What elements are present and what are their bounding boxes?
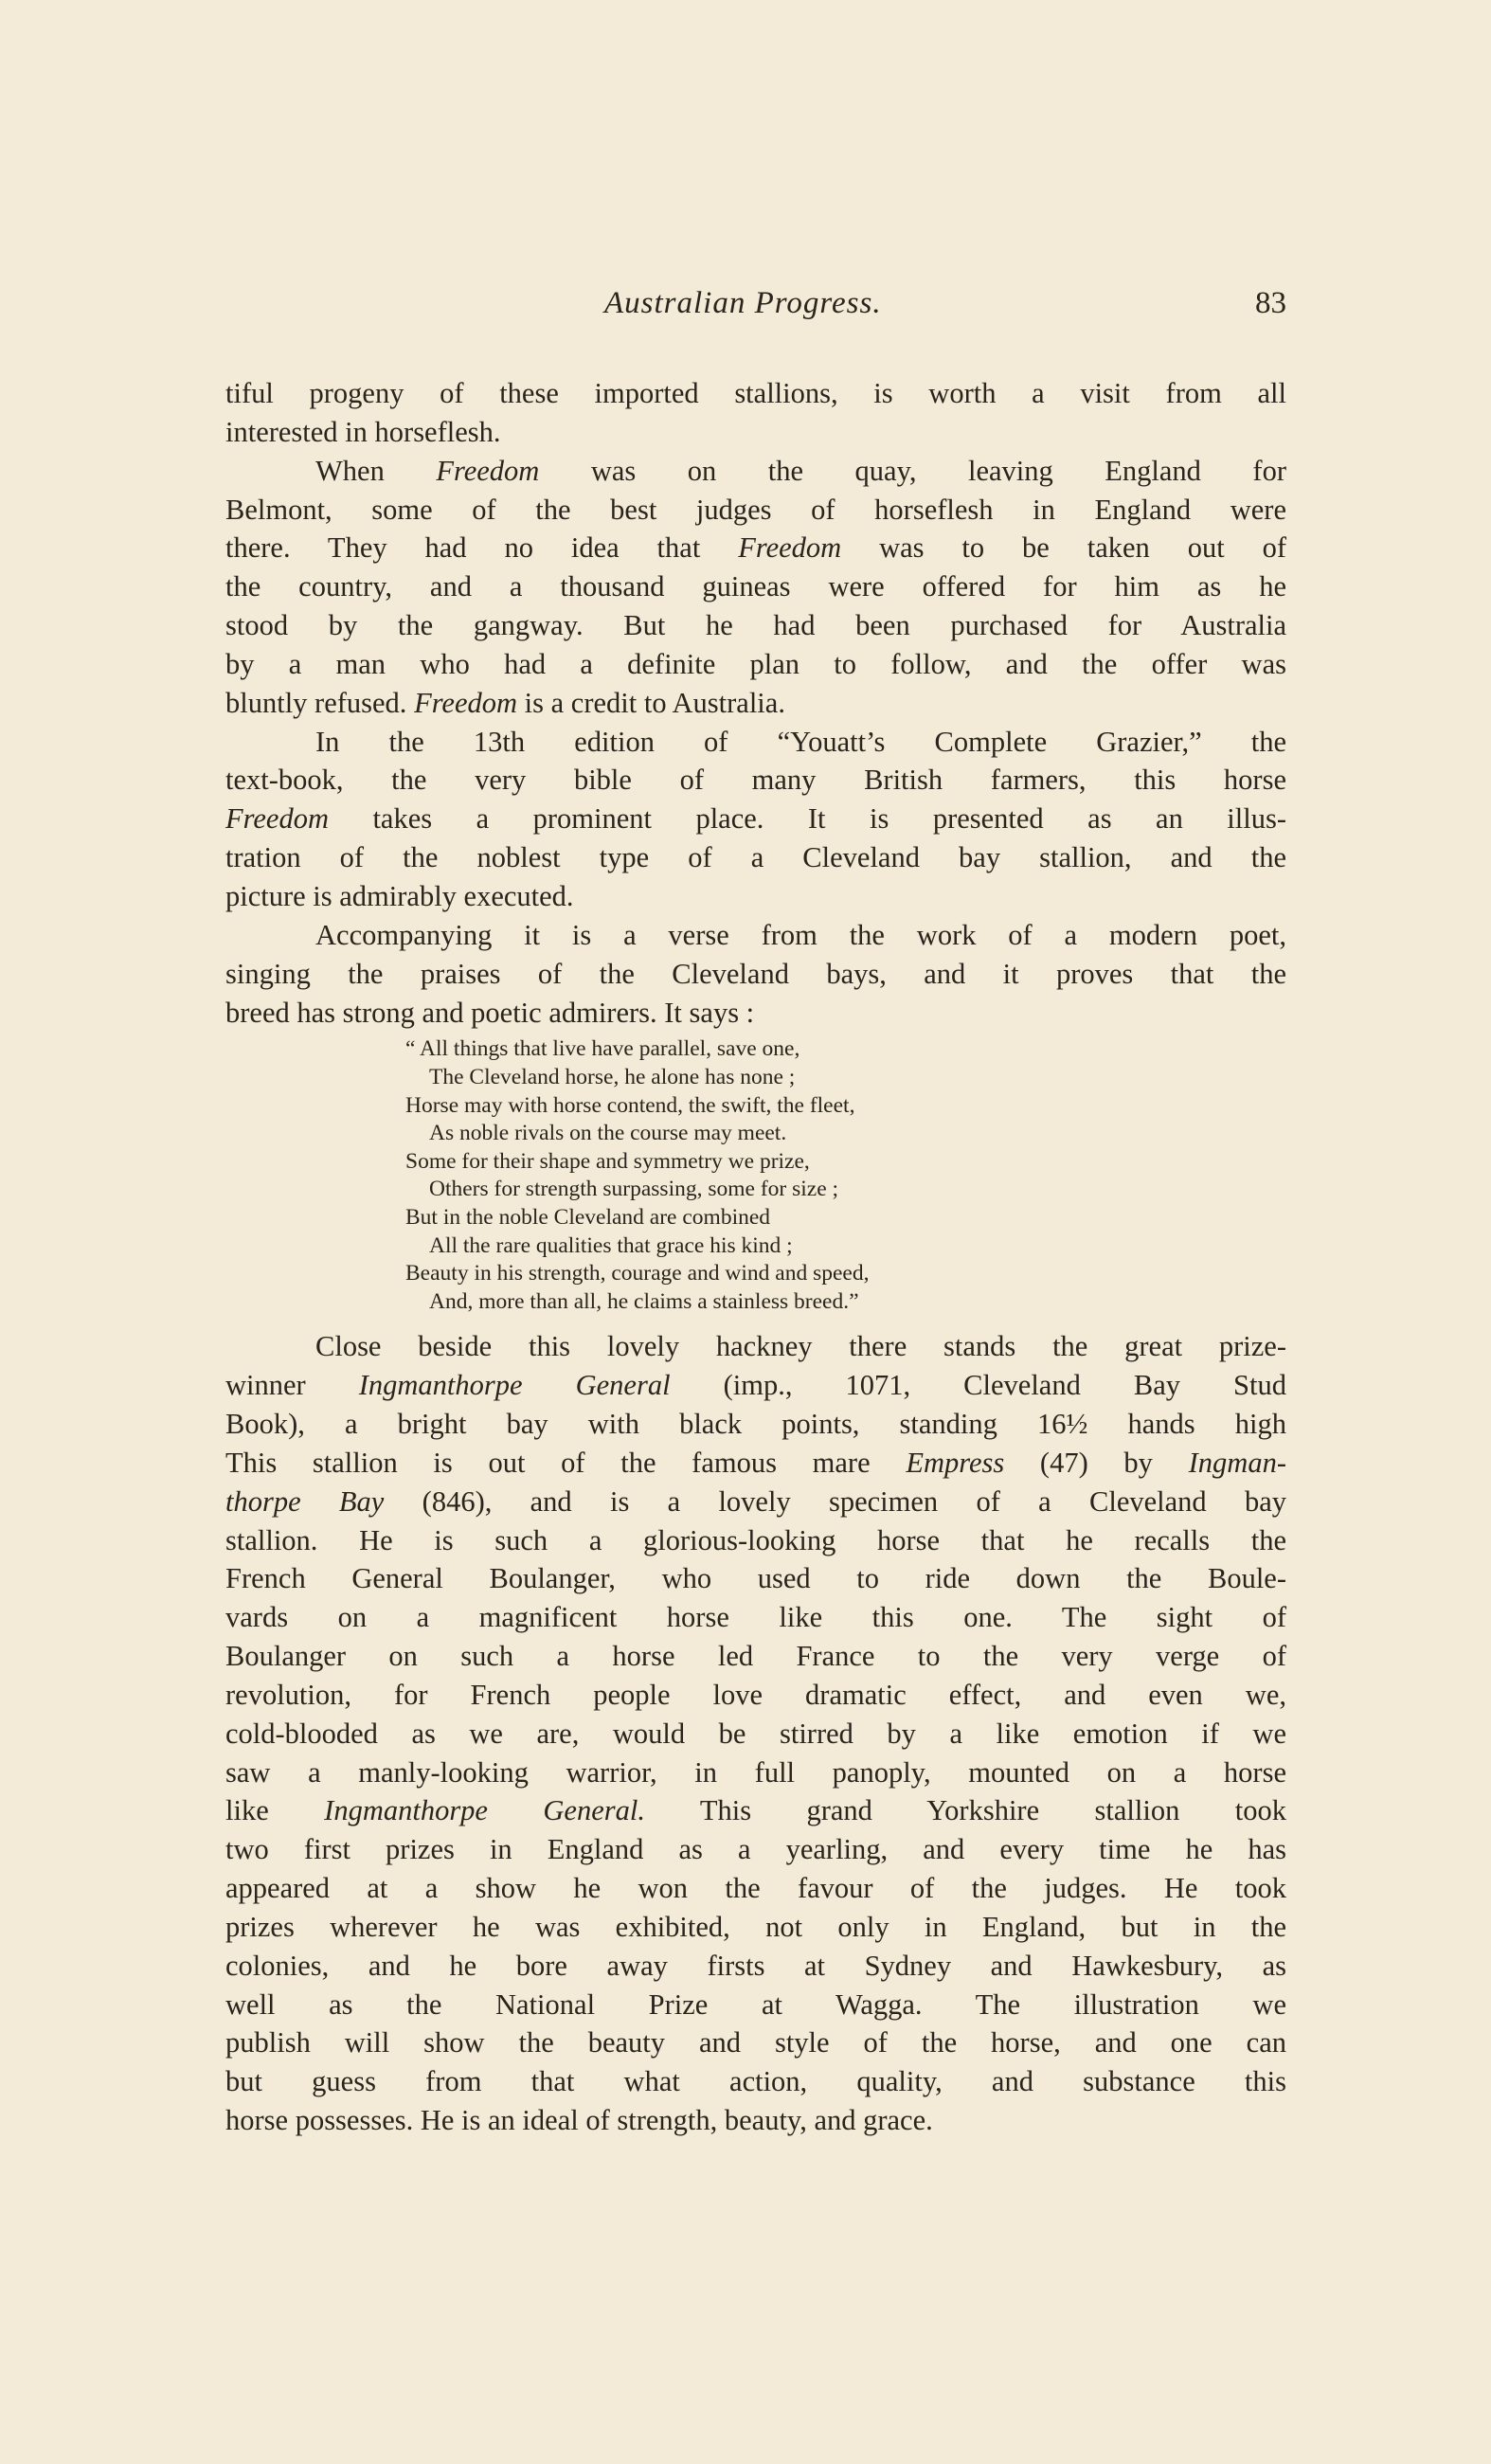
- text-line: picture is admirably executed.: [225, 879, 574, 912]
- text-line: publish will show the beauty and style of the horse, and one can: [225, 2026, 1286, 2059]
- text-line: Boulanger on such a horse led France to the very verge of: [225, 1640, 1286, 1673]
- text-line: two first prizes in England as a yearling, and every time he has: [225, 1833, 1286, 1866]
- text-line: prizes wherever he was exhibited, not only in England, but in the: [225, 1910, 1286, 1943]
- verse-line: As noble rivals on the course may meet.: [429, 1121, 787, 1146]
- italic-title: Ingman-: [1188, 1446, 1286, 1479]
- text-line: well as the National Prize at Wagga. The illustration we: [225, 1987, 1286, 2021]
- italic-title: Empress: [906, 1446, 1005, 1479]
- text-line: bluntly refused. Freedom is a credit to Australia.: [225, 686, 785, 719]
- verse-line: The Cleveland horse, he alone has none ;: [429, 1064, 796, 1089]
- verse-line: But in the noble Cleveland are combined: [405, 1204, 771, 1230]
- text-line: revolution, for French people love dramatic effect, and even we,: [225, 1678, 1286, 1711]
- text-line: This stallion is out of the famous mare Empress (47) by Ingman-: [225, 1446, 1286, 1479]
- text-line: tration of the noblest type of a Cleveland bay stallion, and the: [225, 841, 1286, 874]
- text-line: vards on a magnificent horse like this one. The sight of: [225, 1601, 1286, 1634]
- text-line: French General Boulanger, who used to ride down the Boule-: [225, 1562, 1286, 1595]
- text-line: by a man who had a definite plan to follow, and the offer was: [225, 647, 1286, 680]
- body-text: [225, 374, 1286, 2140]
- verse-line: And, more than all, he claims a stainless breed.”: [429, 1288, 859, 1314]
- text-line: thorpe Bay (846), and is a lovely specimen of a Cleveland bay: [225, 1484, 1286, 1518]
- italic-title: Freedom: [225, 802, 329, 836]
- text-line: singing the praises of the Cleveland bays, and it proves that the: [225, 957, 1286, 990]
- italic-title: Freedom: [436, 454, 540, 487]
- text-line: saw a manly-looking warrior, in full panoply, mounted on a horse: [225, 1755, 1286, 1789]
- italic-title: Freedom: [738, 531, 842, 565]
- page-number: 83: [1255, 286, 1286, 320]
- text-line: stallion. He is such a glorious-looking horse that he recalls the: [225, 1523, 1286, 1556]
- text-line: In the 13th edition of “Youatt’s Complete Grazier,” the: [315, 725, 1286, 758]
- text-line: horse possesses. He is an ideal of strength, beauty, and grace.: [225, 2104, 933, 2137]
- text-line: Close beside this lovely hackney there stands the great prize-: [315, 1330, 1286, 1363]
- text-line: there. They had no idea that Freedom was to be taken out of: [225, 531, 1286, 565]
- text-line: colonies, and he bore away firsts at Sydney and Hawkesbury, as: [225, 1949, 1286, 1982]
- italic-title: Freedom: [414, 686, 518, 719]
- italic-title: thorpe Bay: [225, 1484, 385, 1518]
- verse-line: Some for their shape and symmetry we prize,: [405, 1148, 810, 1174]
- text-line: Book), a bright bay with black points, standing 16½ hands high: [225, 1407, 1286, 1440]
- text-line: tiful progeny of these imported stallions, is worth a visit from all: [225, 377, 1286, 409]
- text-line: interested in horseflesh.: [225, 415, 501, 448]
- text-line: Freedom takes a prominent place. It is presented as an illus-: [225, 802, 1286, 836]
- text-line: When Freedom was on the quay, leaving England for: [315, 454, 1286, 487]
- text-line: Accompanying it is a verse from the work of a modern poet,: [315, 918, 1286, 951]
- text-line: stood by the gangway. But he had been purchased for Australia: [225, 609, 1286, 642]
- verse-quotation: [225, 1032, 1286, 1322]
- running-title: Australian Progress.: [604, 286, 882, 320]
- italic-title: Ingmanthorpe General.: [324, 1794, 645, 1827]
- text-line: breed has strong and poetic admirers. It says :: [225, 996, 755, 1029]
- verse-line: Beauty in his strength, courage and wind and speed,: [405, 1261, 870, 1286]
- italic-title: Ingmanthorpe General: [358, 1369, 671, 1402]
- verse-line: “ All things that live have parallel, save one,: [405, 1036, 800, 1062]
- text-line: the country, and a thousand guineas were offered for him as he: [225, 570, 1286, 603]
- verse-line: Others for strength surpassing, some for size ;: [429, 1177, 839, 1202]
- text-line: but guess from that what action, quality, and substance this: [225, 2065, 1286, 2098]
- verse-line: All the rare qualities that grace his kind ;: [429, 1232, 793, 1258]
- text-line: like Ingmanthorpe General. This grand Yorkshire stallion took: [225, 1794, 1286, 1827]
- text-line: winner Ingmanthorpe General (imp., 1071, Cleveland Bay Stud: [225, 1369, 1286, 1402]
- text-line: appeared at a show he won the favour of the judges. He took: [225, 1872, 1286, 1905]
- text-line: cold-blooded as we are, would be stirred by a like emotion if we: [225, 1717, 1286, 1750]
- verse-line: Horse may with horse contend, the swift, the fleet,: [405, 1092, 855, 1118]
- text-line: Belmont, some of the best judges of horseflesh in England were: [225, 493, 1286, 526]
- text-line: text-book, the very bible of many British farmers, this horse: [225, 764, 1286, 797]
- page-header: [225, 286, 1286, 333]
